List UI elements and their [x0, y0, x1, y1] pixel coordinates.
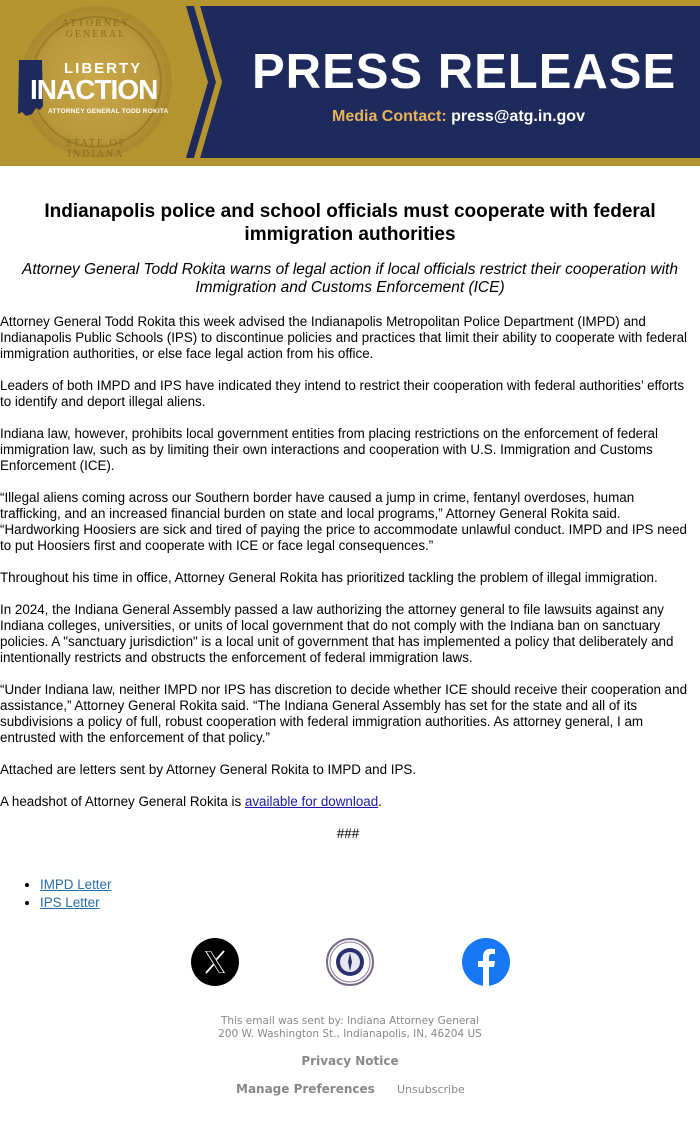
facebook-logo-icon[interactable]	[462, 938, 510, 986]
x-glyph-icon	[191, 938, 239, 986]
end-mark: ###	[336, 826, 360, 841]
seal-glyph-icon	[328, 940, 372, 984]
article-headline: Indianapolis police and school officials must cooperate with federal immigration authorities	[44, 201, 656, 245]
footer-sender-info	[0, 1015, 700, 1041]
seal-top-text: ATTORNEY GENERAL	[61, 18, 131, 40]
paragraph-8: Attached are letters sent by Attorney General Rokita to IMPD and IPS.	[0, 762, 417, 777]
logo-action-text: ACTION	[56, 74, 158, 105]
paragraph-5: Throughout his time in office, Attorney General Rokita has prioritized tackling the problem of illegal immigration.	[0, 570, 658, 585]
unsubscribe-link[interactable]: Unsubscribe	[397, 1083, 465, 1096]
logo-liberty-text: LIBERTY	[64, 60, 143, 77]
list-item	[40, 894, 111, 912]
headshot-download-link[interactable]: available for download	[244, 794, 379, 809]
facebook-glyph-icon	[462, 938, 510, 986]
logo-inaction-text	[30, 74, 157, 106]
paragraph-2: Leaders of both IMPD and IPS have indicated they intend to restrict their cooperation with federal authorities’ efforts to identify and deport illegal aliens.	[0, 378, 685, 409]
privacy-notice-link[interactable]: Privacy Notice	[301, 1054, 399, 1068]
footer-address: 200 W. Washington St., Indianapolis, IN, 46204 US	[218, 1028, 482, 1040]
headshot-suffix: .	[378, 794, 382, 809]
press-release-title: PRESS RELEASE	[252, 45, 677, 99]
article-body	[0, 314, 696, 858]
footer-sent-by: This email was sent by: Indiana Attorney General	[221, 1015, 479, 1027]
x-logo-icon[interactable]	[191, 938, 239, 986]
paragraph-4: “Illegal aliens coming across our Southern border have caused a jump in crime, fentanyl overdoses, human trafficking, and an increased financial burden on state and local programs,” Attorney General Rokita said. “Hardworking Hoosiers are sick and tired of paying the price to accommodate unlawful conduct. IMPD and IPS need to put Hoosiers first and cooperate with ICE or face legal consequences.”	[0, 490, 687, 553]
seal-bottom-text: STATE OF INDIANA	[65, 138, 127, 160]
paragraph-6: In 2024, the Indiana General Assembly passed a law authorizing the attorney general to file lawsuits against any Indiana colleges, universities, or units of local government that do not comply with the Indiana ban on sanctuary policies. A "sanctuary jurisdiction" is a local unit of government that has implemented a policy that deliberately and intentionally restricts and obstructs the enforcement of federal immigration laws.	[0, 602, 674, 665]
headshot-paragraph	[0, 794, 696, 810]
impd-letter-link[interactable]: IMPD Letter	[40, 877, 112, 892]
indiana-ag-seal-icon[interactable]	[326, 938, 374, 986]
headshot-prefix: A headshot of Attorney General Rokita is	[0, 794, 245, 809]
paragraph-3: Indiana law, however, prohibits local government entities from placing restrictions on the enforcement of federal immigration law, such as by limiting their own interactions and cooperation with U.S. Immigration and Customs Enforcement (ICE).	[0, 426, 658, 473]
ips-letter-link[interactable]: IPS Letter	[40, 895, 100, 910]
press-release-banner	[0, 0, 700, 166]
logo-subtitle: ATTORNEY GENERAL TODD ROKITA	[48, 108, 169, 115]
logo-in-text: IN	[30, 74, 56, 105]
media-contact	[332, 108, 585, 126]
list-item	[40, 876, 111, 894]
media-contact-email[interactable]: press@atg.in.gov	[451, 108, 585, 125]
paragraph-7: “Under Indiana law, neither IMPD nor IPS has discretion to decide whether ICE should receive their cooperation and assistance,” Attorney General Rokita said. “The Indiana General Assembly has set for the state and all of its subdivisions a policy of full, robust cooperation with federal immigration authorities. As attorney general, I am entrusted with the enforcement of that policy.”	[0, 682, 688, 745]
paragraph-1: Attorney General Todd Rokita this week advised the Indianapolis Metropolitan Police Department (IMPD) and Indianapolis Public Schools (IPS) to discontinue policies and practices that limit their ability to cooperate with federal immigration authorities, or else face legal action from his office.	[0, 314, 688, 361]
manage-preferences-link[interactable]: Manage Preferences	[236, 1082, 375, 1096]
article-subhead: Attorney General Todd Rokita warns of legal action if local officials restrict their cooperation with Immigration and Customs Enforcement (ICE)	[22, 261, 678, 296]
letters-list	[40, 876, 111, 912]
media-contact-label: Media Contact:	[332, 108, 452, 125]
